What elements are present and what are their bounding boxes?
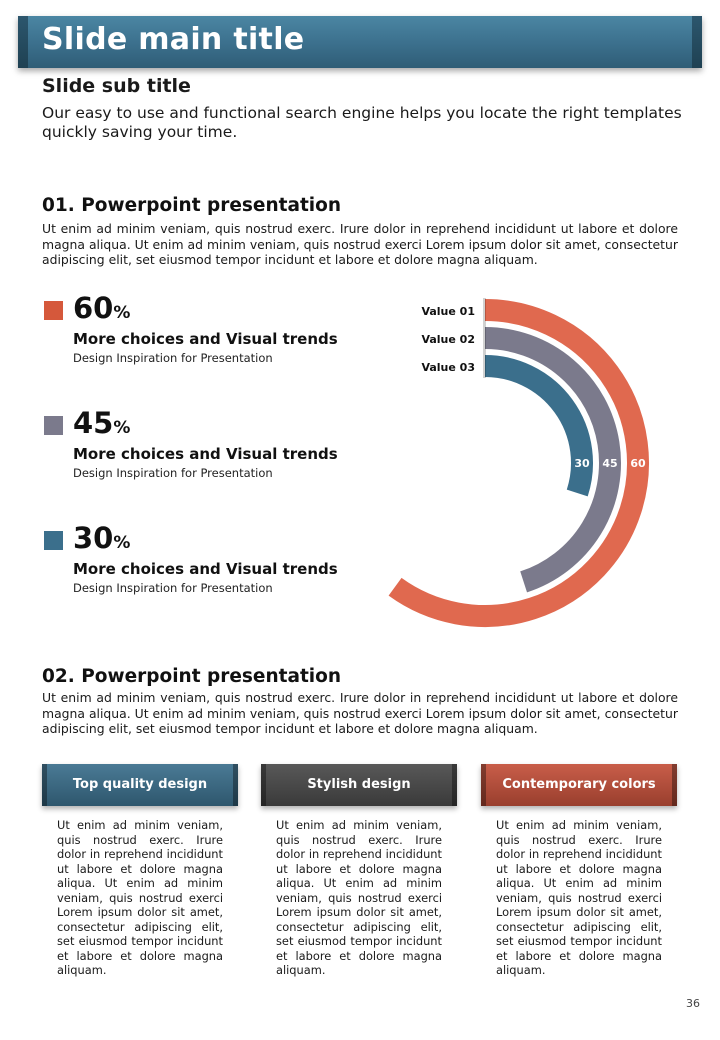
- slide-main-title: Slide main title: [42, 22, 305, 57]
- radial-bar-3: [485, 366, 582, 493]
- feature-text: Ut enim ad minim veniam, quis nostrud exerc. Irure dolor in reprehend incididunt ut labore et dolore magna aliqua. Ut enim ad minim veniam, quis nostrud exerci Lorem ipsum dolor sit amet, consectetur adipiscing elit, set eiusmod tempor incidunt et labore et dolore magna aliquam.: [57, 818, 223, 977]
- section1-body: Ut enim ad minim veniam, quis nostrud exerc. Irure dolor in reprehend incididunt ut labore et dolore magna aliqua. Ut enim ad minim veniam, quis nostrud exerci Lorem ipsum dolor sit amet, consectetur adipiscing elit, set eiusmod tempor incidunt et labore et dolore magna aliquam.: [42, 221, 678, 267]
- stat-description: Design Inspiration for Presentation: [73, 581, 273, 595]
- radial-chart-svg: [380, 280, 680, 640]
- category-label: Value 03: [421, 361, 475, 374]
- stat-item: [42, 407, 362, 487]
- stat-description: Design Inspiration for Presentation: [73, 466, 273, 480]
- stat-heading: More choices and Visual trends: [73, 560, 338, 578]
- stat-description: Design Inspiration for Presentation: [73, 351, 273, 365]
- data-label: 60: [630, 457, 646, 470]
- category-label: Value 02: [421, 333, 475, 346]
- stat-value: 30%: [73, 521, 131, 555]
- feature-text: Ut enim ad minim veniam, quis nostrud exerc. Irure dolor in reprehend incididunt ut labore et dolore magna aliqua. Ut enim ad minim veniam, quis nostrud exerci Lorem ipsum dolor sit amet, consectetur adipiscing elit, set eiusmod tempor incidunt et labore et dolore magna aliquam.: [496, 818, 662, 977]
- data-label: 45: [602, 457, 618, 470]
- data-label: 30: [574, 457, 590, 470]
- stat-heading: More choices and Visual trends: [73, 330, 338, 348]
- intro-text: Our easy to use and functional search engine helps you locate the right templates quickly saving your time.: [42, 104, 682, 141]
- page-number: 36: [686, 997, 700, 1010]
- section2-body: Ut enim ad minim veniam, quis nostrud exerc. Irure dolor in reprehend incididunt ut labore et dolore magna aliqua. Ut enim ad minim veniam, quis nostrud exerci Lorem ipsum dolor sit amet, consectetur adipiscing elit, set eiusmod tempor incidunt et labore et dolore magna aliquam.: [42, 690, 678, 736]
- section1-title: 01. Powerpoint presentation: [42, 195, 342, 216]
- stat-item: [42, 292, 362, 372]
- radial-bar-chart: [380, 280, 680, 640]
- category-label: Value 01: [421, 305, 475, 318]
- legend-swatch: [44, 531, 63, 550]
- stat-value: 45%: [73, 406, 131, 440]
- section2-title: 02. Powerpoint presentation: [42, 666, 342, 687]
- feature-card: [261, 764, 457, 978]
- feature-header: Stylish design: [261, 764, 457, 806]
- stat-value: 60%: [73, 291, 131, 325]
- feature-header: Top quality design: [42, 764, 238, 806]
- feature-header: Contemporary colors: [481, 764, 677, 806]
- feature-card: [481, 764, 677, 978]
- stat-heading: More choices and Visual trends: [73, 445, 338, 463]
- legend-swatch: [44, 416, 63, 435]
- stat-item: [42, 522, 362, 602]
- slide-sub-title: Slide sub title: [42, 75, 191, 97]
- feature-text: Ut enim ad minim veniam, quis nostrud exerc. Irure dolor in reprehend incididunt ut labore et dolore magna aliqua. Ut enim ad minim veniam, quis nostrud exerci Lorem ipsum dolor sit amet, consectetur adipiscing elit, set eiusmod tempor incidunt et labore et dolore magna aliquam.: [276, 818, 442, 977]
- feature-card: [42, 764, 238, 978]
- arc-start-shadow: [483, 298, 486, 378]
- legend-swatch: [44, 301, 63, 320]
